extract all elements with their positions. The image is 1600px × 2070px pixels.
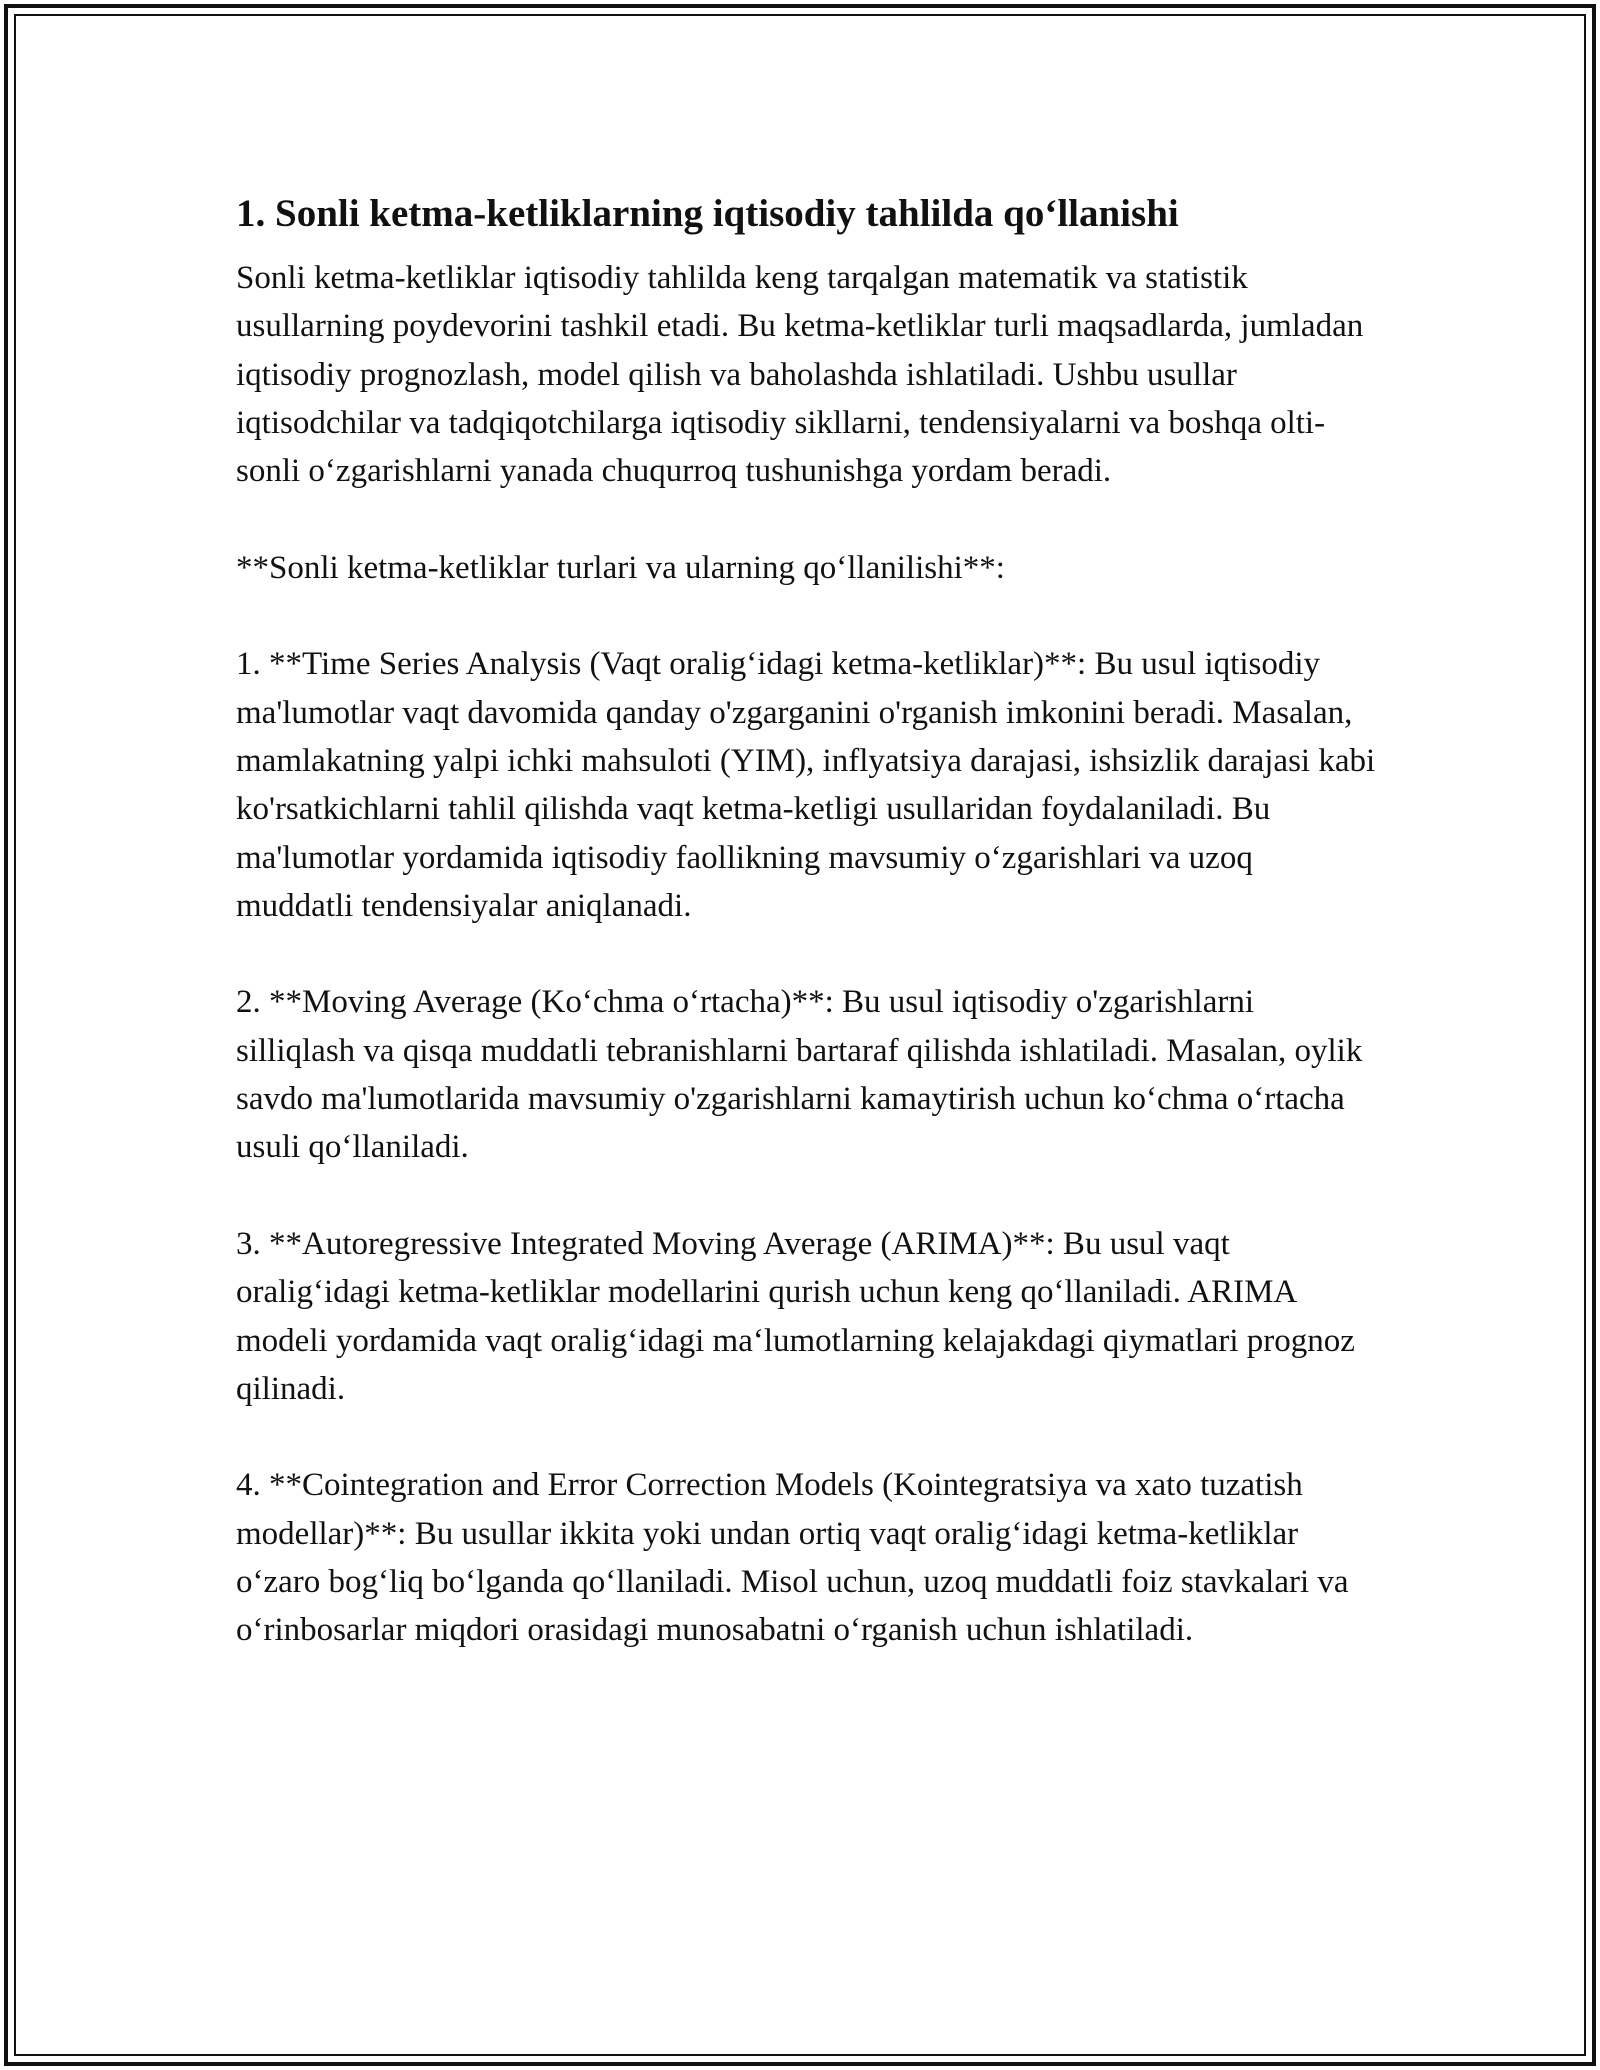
document-body (236, 186, 1376, 1703)
section-heading: **Sonli ketma-ketliklar turlari va ularning qo‘llanilishi**: (236, 549, 1005, 586)
page-title: 1. Sonli ketma-ketliklarning iqtisodiy tahlilda qo‘llanishi (236, 192, 1179, 235)
list-item: 4. **Cointegration and Error Correction Models (Kointegratsiya va xato tuzatish modellar)**: Bu usullar ikkita yoki undan ortiq vaqt oralig‘idagi ketma-ketliklar o‘zaro bog‘liq bo‘lganda qo‘llaniladi. Misol uchun, uzoq muddatli foiz stavkalari va o‘rinbosarlar miqdori orasidagi munosabatni o‘rganish uchun ishlatiladi. (236, 1467, 1349, 1649)
list-item: 3. **Autoregressive Integrated Moving Average (ARIMA)**: Bu usul vaqt oralig‘idagi ketma-ketliklar modellarini qurish uchun keng qo‘llaniladi. ARIMA modeli yordamida vaqt oralig‘idagi ma‘lumotlarning kelajakdagi qiymatlari prognoz qilinadi. (236, 1225, 1355, 1407)
intro-paragraph: Sonli ketma-ketliklar iqtisodiy tahlilda keng tarqalgan matematik va statistik usullarning poydevorini tashkil etadi. Bu ketma-ketliklar turli maqsadlarda, jumladan iqtisodiy prognozlash, model qilish va baholashda ishlatiladi. Ushbu usullar iqtisodchilar va tadqiqotchilarga iqtisodiy sikllarni, tendensiyalarni va boshqa olti-sonli o‘zgarishlarni yanada chuqurroq tushunishga yordam beradi. (236, 260, 1364, 490)
list-item: 2. **Moving Average (Ko‘chma o‘rtacha)**: Bu usul iqtisodiy o'zgarishlarni silliqlash va qisqa muddatli tebranishlarni bartaraf qilishda ishlatiladi. Masalan, oylik savdo ma'lumotlarida mavsumiy o'zgarishlarni kamaytirish uchun ko‘chma o‘rtacha usuli qo‘llaniladi. (236, 984, 1363, 1166)
list-item: 1. **Time Series Analysis (Vaqt oralig‘idagi ketma-ketliklar)**: Bu usul iqtisodiy ma'lumotlar vaqt davomida qanday o'zgarganini o'rganish imkonini beradi. Masalan, mamlakatning yalpi ichki mahsuloti (YIM), inflyatsiya darajasi, ishsizlik darajasi kabi ko'rsatkichlarni tahlil qilishda vaqt ketma-ketligi usullaridan foydalaniladi. Bu ma'lumotlar yordamida iqtisodiy faollikning mavsumiy o‘zgarishlari va uzoq muddatli tendensiyalar aniqlanadi. (236, 646, 1376, 924)
